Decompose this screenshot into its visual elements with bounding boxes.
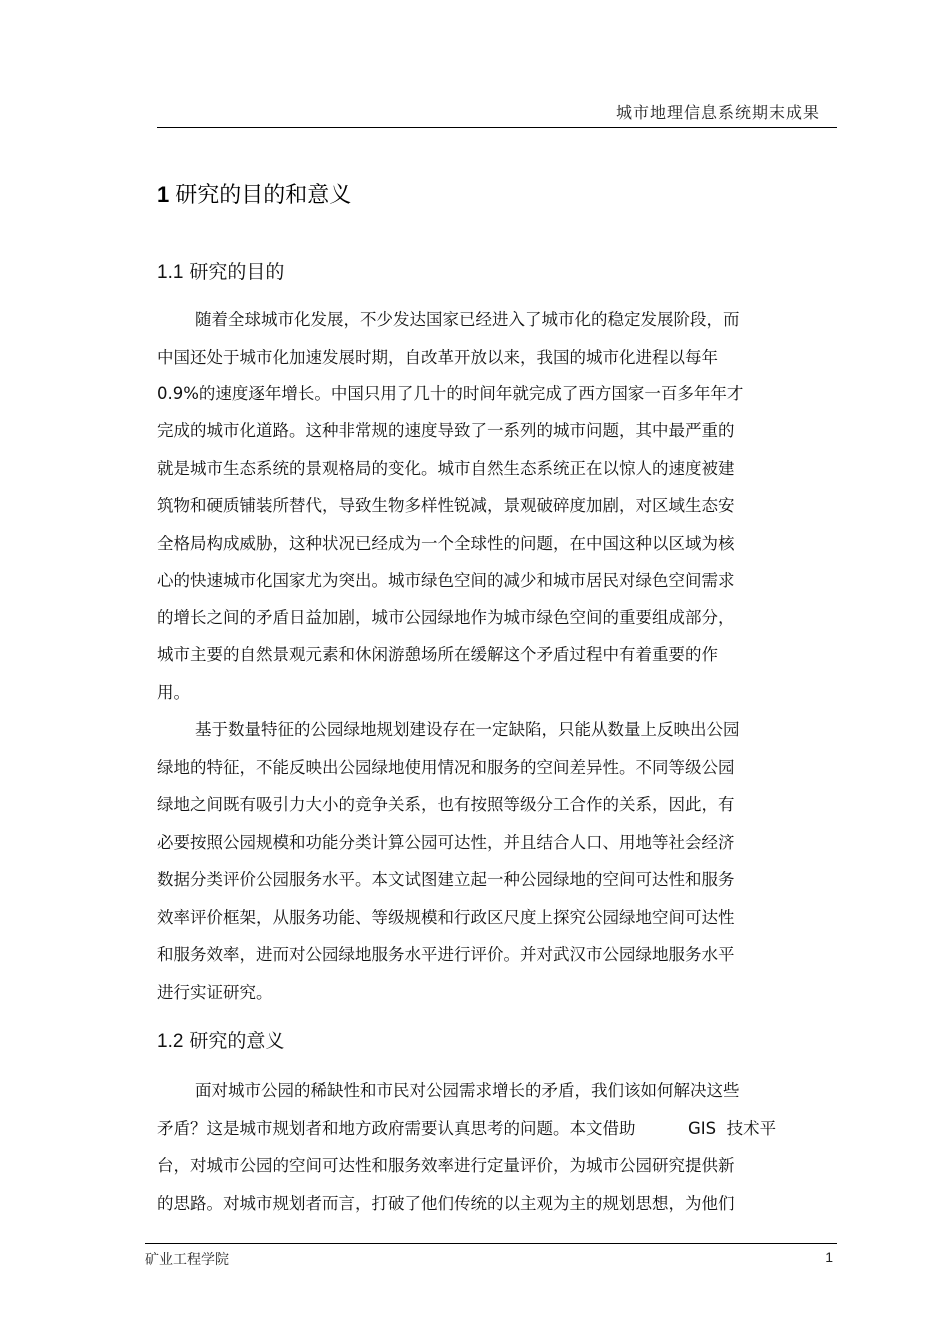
paragraph-line: 心的快速城市化国家尤为突出。城市绿色空间的减少和城市居民对绿色空间需求 [157, 571, 735, 590]
paragraph-line: 的增长之间的矛盾日益加剧，城市公园绿地作为城市绿色空间的重要组成部分， [157, 608, 735, 627]
paragraph-line: 数据分类评价公园服务水平。本文试图建立起一种公园绿地的空间可达性和服务 [157, 870, 735, 889]
paragraph-line: 台，对城市公园的空间可达性和服务效率进行定量评价，为城市公园研究提供新 [157, 1156, 735, 1175]
paragraph-line: 中国还处于城市化加速发展时期，自改革开放以来，我国的城市化进程以每年 [157, 348, 718, 367]
running-header: 城市地理信息系统期末成果 [615, 103, 820, 122]
section-1-number: 1 [157, 182, 170, 207]
paragraph-line: 必要按照公园规模和功能分类计算公园可达性，并且结合人口、用地等社会经济 [157, 833, 735, 852]
paragraph-line: 绿地之间既有吸引力大小的竞争关系，也有按照等级分工合作的关系，因此，有 [157, 795, 735, 814]
paragraph-line: 绿地的特征，不能反映出公园绿地使用情况和服务的空间差异性。不同等级公园 [157, 758, 735, 777]
paragraph-line: 完成的城市化道路。这种非常规的速度导致了一系列的城市问题，其中最严重的 [157, 421, 735, 440]
section-1-1-heading [157, 257, 284, 284]
paragraph-line: 的思路。对城市规划者而言，打破了他们传统的以主观为主的规划思想，为他们 [157, 1194, 735, 1213]
paragraph-line: 0.9%的速度逐年增长。中国只用了几十的时间年就完成了西方国家一百多年年才 [157, 384, 744, 403]
header-rule [157, 127, 837, 128]
section-1-2-number: 1.2 [157, 1031, 184, 1052]
paragraph-line: 随着全球城市化发展，不少发达国家已经进入了城市化的稳定发展阶段，而 [195, 310, 740, 329]
section-1-2-heading [157, 1026, 284, 1053]
section-1-2-title: 研究的意义 [189, 1030, 285, 1052]
footer-rule [145, 1243, 837, 1244]
paragraph-line: 就是城市生态系统的景观格局的变化。城市自然生态系统正在以惊人的速度被建 [157, 459, 735, 478]
page-number: 1 [825, 1249, 833, 1265]
paragraph-line: 全格局构成威胁，这种状况已经成为一个全球性的问题，在中国这种以区域为核 [157, 534, 735, 553]
paragraph-line: 基于数量特征的公园绿地规划建设存在一定缺陷，只能从数量上反映出公园 [195, 720, 740, 739]
paragraph-line: 用。 [157, 683, 190, 702]
paragraph-line: 矛盾？这是城市规划者和地方政府需要认真思考的问题。本文借助 GIS 技术平 [157, 1119, 777, 1138]
section-1-1-title: 研究的目的 [189, 261, 285, 283]
paragraph-line: 进行实证研究。 [157, 983, 273, 1002]
footer-institution: 矿业工程学院 [145, 1252, 229, 1268]
paragraph-line: 和服务效率，进而对公园绿地服务水平进行评价。并对武汉市公园绿地服务水平 [157, 945, 735, 964]
section-1-title: 研究的目的和意义 [175, 183, 352, 208]
paragraph-line: 效率评价框架，从服务功能、等级规模和行政区尺度上探究公园绿地空间可达性 [157, 908, 735, 927]
paragraph-line: 面对城市公园的稀缺性和市民对公园需求增长的矛盾，我们该如何解决这些 [195, 1081, 740, 1100]
section-1-heading [157, 178, 351, 209]
section-1-1-number: 1.1 [157, 262, 184, 283]
paragraph-line: 筑物和硬质铺装所替代，导致生物多样性锐减，景观破碎度加剧，对区域生态安 [157, 496, 735, 515]
paragraph-line: 城市主要的自然景观元素和休闲游憩场所在缓解这个矛盾过程中有着重要的作 [157, 645, 718, 664]
